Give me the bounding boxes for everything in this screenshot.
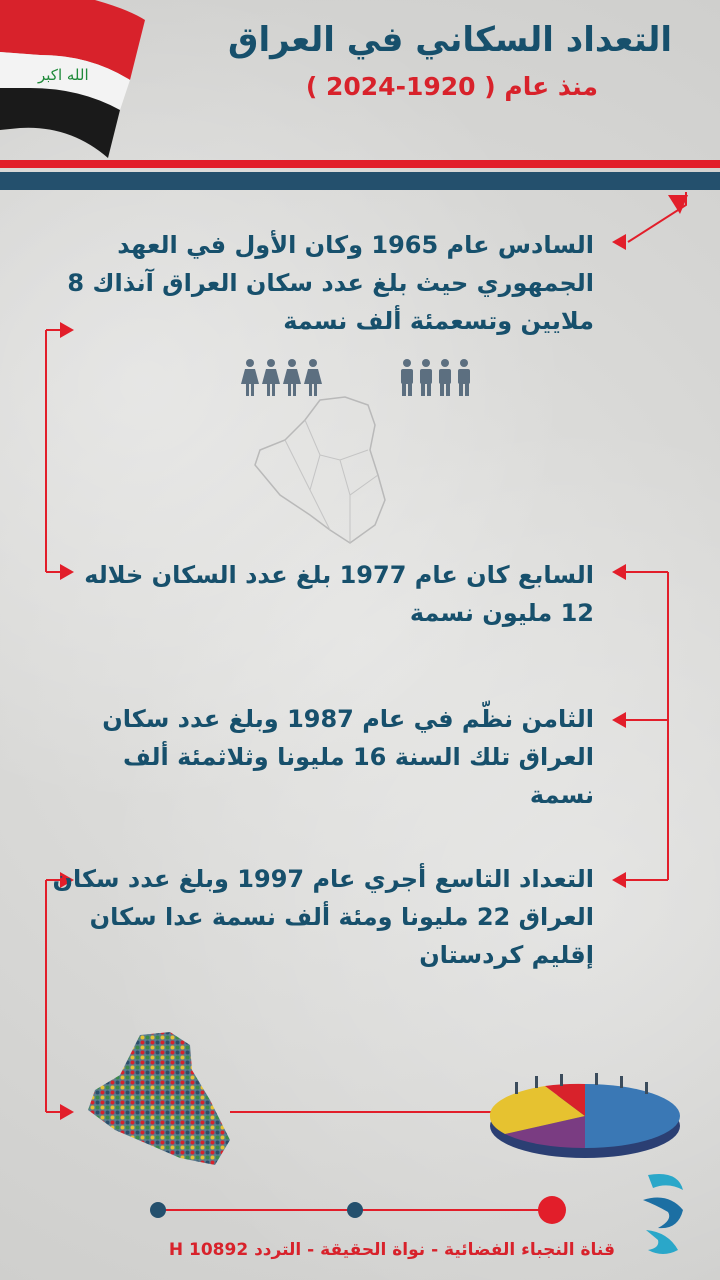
entry-census-6: السادس عام 1965 وكان الأول في العهد الجمهوري حيث بلغ عدد سكان العراق آنذاك 8 ملايين وتسعمئة ألف نسمة (67, 231, 594, 335)
pie-chart-crowd (485, 1068, 685, 1163)
channel-logo (638, 1170, 688, 1260)
people-icon-women (240, 358, 324, 398)
people-icon-men (398, 358, 474, 398)
entry-census-8: الثامن نظّم في عام 1987 وبلغ عدد سكان العراق تلك السنة 16 مليونا وثلاثمئة ألف نسمة (102, 705, 594, 809)
page-title: التعداد السكاني في العراق (228, 20, 672, 60)
flag-text: الله اكبر (38, 66, 89, 84)
iraq-map-crowd (80, 1030, 240, 1170)
entry-census-7: السابع كان عام 1977 بلغ عدد السكان خلاله 12 مليون نسمة (84, 561, 594, 627)
iraq-map-outline (250, 395, 390, 545)
entry-census-9: التعداد التاسع أجري عام 1997 وبلغ عدد سكان العراق 22 مليونا ومئة ألف نسمة عدا سكان إقليم كردستان (52, 865, 594, 969)
footer-channel-line: قناة النجباء الفضائية - نواة الحقيقة - التردد 10892 H (168, 1240, 615, 1260)
page-subtitle: منذ عام ( 1920-2024 ) (305, 72, 598, 101)
